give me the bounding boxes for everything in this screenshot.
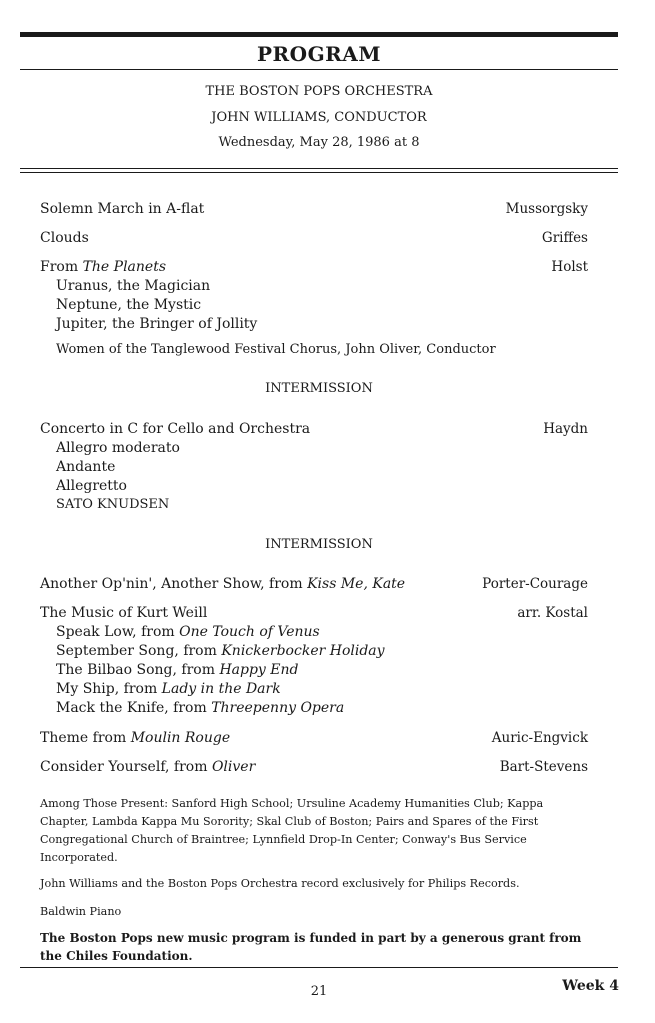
among-those-present: Among Those Present: Sanford High School; Ursuline Academy Humanities Club; Kappa Chapter, Lambda Kappa Mu Sorority; Skal Club of Boston; Pairs and Spares of the First Congregational Church of Braintree; Lynnfield Drop-In Center; Conway's Bus Service Incorporated.	[40, 797, 544, 864]
planets-movement: Uranus, the Magician	[56, 278, 211, 294]
top-thick-rule	[20, 32, 618, 37]
program-item-clouds	[40, 228, 588, 248]
composer: Griffes	[541, 230, 588, 246]
planets-movement: Neptune, the Mystic	[56, 297, 202, 313]
program-item-another-opnin	[40, 574, 588, 594]
chorus-credit: Women of the Tanglewood Festival Chorus, John Oliver, Conductor	[56, 342, 496, 357]
title-underline	[20, 69, 618, 70]
page-title: PROGRAM	[257, 42, 381, 66]
work-title: Clouds	[40, 230, 89, 246]
intermission-1: INTERMISSION	[265, 381, 373, 396]
work-title: The Music of Kurt Weill	[40, 605, 208, 621]
weill-song: My Ship, from Lady in the Dark	[56, 681, 281, 697]
header-rule-upper	[20, 168, 618, 169]
weill-song: The Bilbao Song, from Happy End	[56, 662, 299, 678]
header-rule-lower	[20, 172, 618, 173]
conductor-name: JOHN WILLIAMS, CONDUCTOR	[211, 110, 427, 125]
composer: Bart-Stevens	[499, 759, 588, 775]
program-item-consider-yourself	[40, 757, 588, 777]
program-item-solemn-march	[40, 199, 588, 219]
composer: Haydn	[543, 421, 588, 437]
week-label: Week 4	[562, 978, 619, 994]
work-title: From The Planets	[40, 259, 167, 275]
concert-date: Wednesday, May 28, 1986 at 8	[218, 135, 420, 150]
concerto-movement: Allegro moderato	[56, 440, 180, 456]
weill-song: Mack the Knife, from Threepenny Opera	[56, 700, 345, 716]
footer-rule	[20, 967, 618, 968]
weill-song: Speak Low, from One Touch of Venus	[56, 624, 320, 640]
soloist-name: SATO KNUDSEN	[56, 497, 170, 512]
composer: Porter-Courage	[482, 576, 588, 592]
records-note: John Williams and the Boston Pops Orchestra record exclusively for Philips Records.	[40, 877, 520, 890]
concerto-movement: Allegretto	[56, 478, 127, 494]
grant-note: The Boston Pops new music program is funded in part by a generous grant from the Chiles Foundation.	[40, 931, 582, 963]
work-title: Concerto in C for Cello and Orchestra	[40, 421, 311, 437]
composer: arr. Kostal	[517, 605, 588, 621]
composer: Auric-Engvick	[491, 730, 588, 746]
program-item-kurt-weill	[40, 603, 588, 623]
work-title: Solemn March in A-flat	[40, 201, 205, 217]
piano-note: Baldwin Piano	[40, 905, 122, 918]
concerto-movement: Andante	[56, 459, 116, 475]
program-item-planets	[40, 257, 588, 277]
work-title: Theme from Moulin Rouge	[40, 730, 231, 746]
program-item-moulin-rouge	[40, 728, 588, 748]
work-title: Consider Yourself, from Oliver	[40, 759, 256, 775]
program-item-haydn-concerto	[40, 419, 588, 439]
page-number: 21	[310, 984, 328, 999]
work-title: Another Op'nin', Another Show, from Kiss Me, Kate	[40, 576, 406, 592]
composer: Mussorgsky	[505, 201, 588, 217]
planets-movement: Jupiter, the Bringer of Jollity	[56, 316, 258, 332]
weill-song: September Song, from Knickerbocker Holiday	[56, 643, 385, 659]
composer: Holst	[551, 259, 588, 275]
orchestra-name: THE BOSTON POPS ORCHESTRA	[205, 84, 433, 99]
intermission-2: INTERMISSION	[265, 537, 373, 552]
